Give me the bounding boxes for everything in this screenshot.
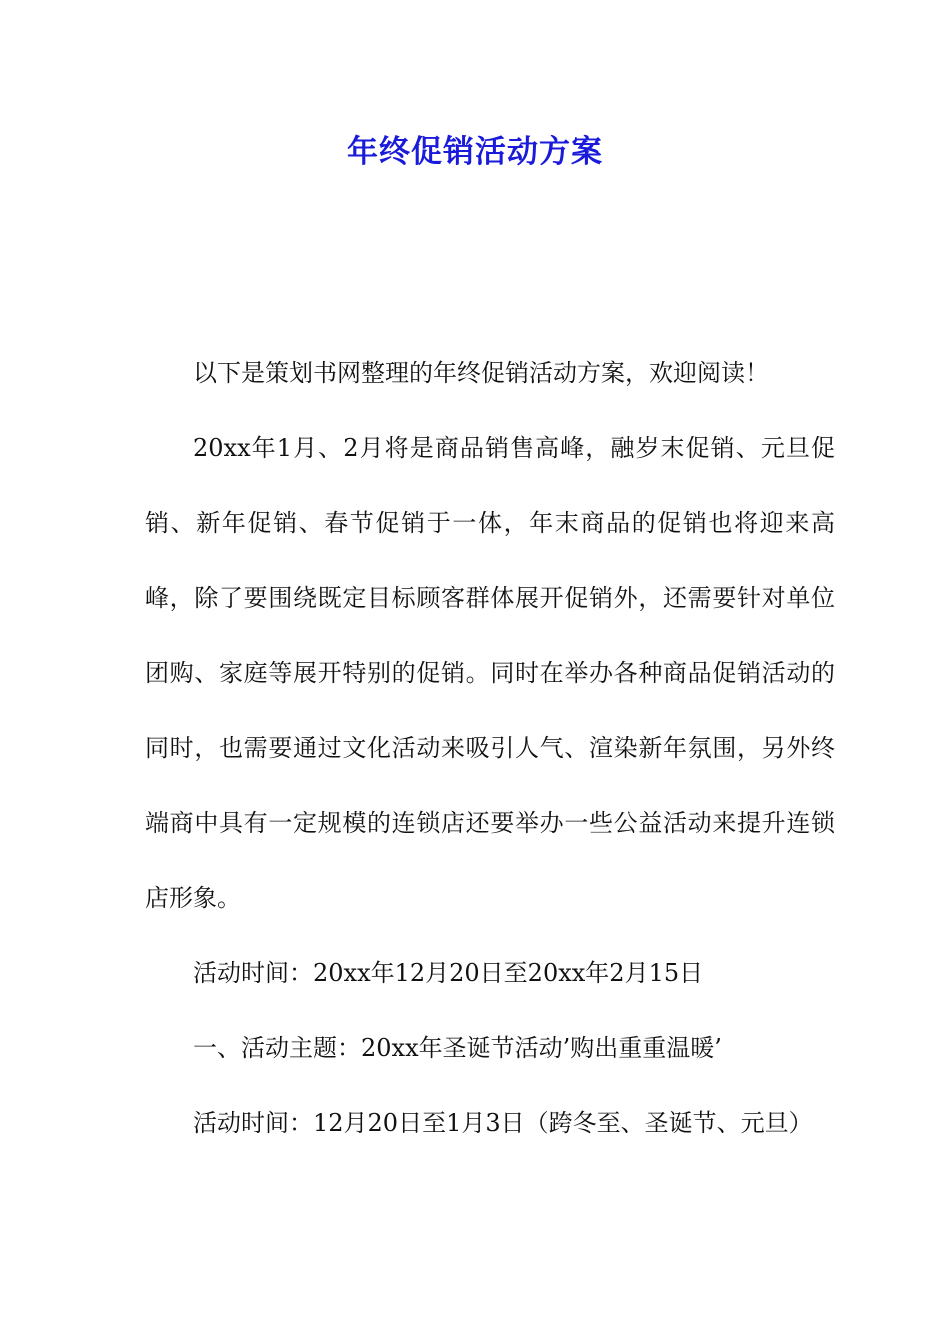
paragraph-background: 20xx年1月、2月将是商品销售高峰，融岁末促销、元旦促销、新年促销、春节促销于一体，年末商品的促销也将迎来高峰，除了要围绕既定目标顾客群体展开促销外，还需要针对单位团购、家庭等展开特别的促销。同时在举办各种商品促销活动的同时，也需要通过文化活动来吸引人气、渲染新年氛围，另外终端商中具有一定规模的连锁店还要举办一些公益活动来提升连锁店形象。 [145, 434, 835, 912]
document-title: 年终促销活动方案 [347, 134, 603, 170]
document-body [145, 336, 835, 1161]
paragraph-overall-time: 活动时间：20xx年12月20日至20xx年2月15日 [193, 959, 704, 987]
paragraph-theme-time: 活动时间：12月20日至1月3日（跨冬至、圣诞节、元旦） [193, 1109, 813, 1137]
paragraph-intro: 以下是策划书网整理的年终促销活动方案，欢迎阅读！ [193, 359, 769, 387]
paragraph-theme: 一、活动主题：20xx年圣诞节活动’购出重重温暖’ [193, 1034, 722, 1062]
